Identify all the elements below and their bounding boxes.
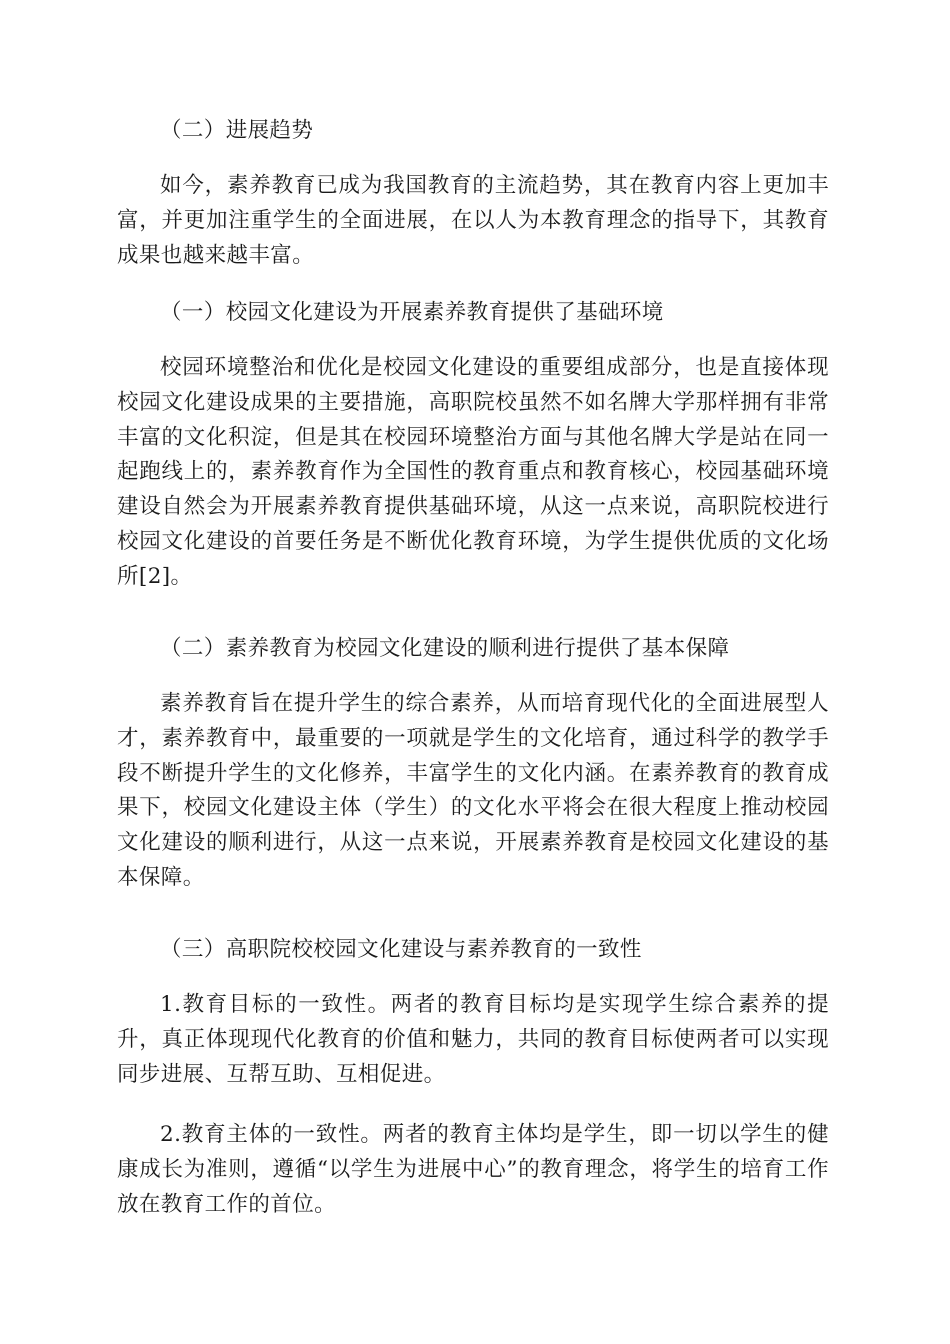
paragraph-campus-environment: 校园环境整治和优化是校园文化建设的重要组成部分，也是直接体现校园文化建设成果的主要措施，高职院校虽然不如名牌大学那样拥有非常丰富的文化积淀，但是其在校园环境整治方面与其他名牌大学是站在同一起跑线上的，素养教育作为全国性的教育重点和教育核心，校园基础环境建设自然会为开展素养教育提供基础环境，从这一点来说，高职院校进行校园文化建设的首要任务是不断优化教育环境，为学生提供优质的文化场所[2]。 (117, 355, 829, 589)
paragraph-progress-trend: 如今，素养教育已成为我国教育的主流趋势，其在教育内容上更加丰富，并更加注重学生的全面进展，在以人为本教育理念的指导下，其教育成果也越来越丰富。 (117, 173, 829, 268)
paragraph-goal-consistency: 1.教育目标的一致性。两者的教育目标均是实现学生综合素养的提升，真正体现现代化教育的价值和魅力，共同的教育目标使两者可以实现同步进展、互帮互助、互相促进。 (117, 992, 829, 1087)
section-heading-progress-trend: （二）进展趋势 (160, 118, 314, 143)
section-heading-consistency: （三）高职院校校园文化建设与素养教育的一致性 (160, 937, 642, 962)
paragraph-basic-guarantee: 素养教育旨在提升学生的综合素养，从而培育现代化的全面进展型人才，素养教育中，最重要的一项就是学生的文化培育，通过科学的教学手段不断提升学生的文化修养，丰富学生的文化内涵。在素养教育的教育成果下，校园文化建设主体（学生）的文化水平将会在很大程度上推动校园文化建设的顺利进行，从这一点来说，开展素养教育是校园文化建设的基本保障。 (117, 691, 829, 890)
section-heading-basic-guarantee: （二）素养教育为校园文化建设的顺利进行提供了基本保障 (160, 636, 730, 661)
section-heading-campus-environment: （一）校园文化建设为开展素养教育提供了基础环境 (160, 300, 664, 325)
paragraph-subject-consistency: 2.教育主体的一致性。两者的教育主体均是学生，即一切以学生的健康成长为准则，遵循“以学生为进展中心”的教育理念，将学生的培育工作放在教育工作的首位。 (117, 1122, 829, 1217)
